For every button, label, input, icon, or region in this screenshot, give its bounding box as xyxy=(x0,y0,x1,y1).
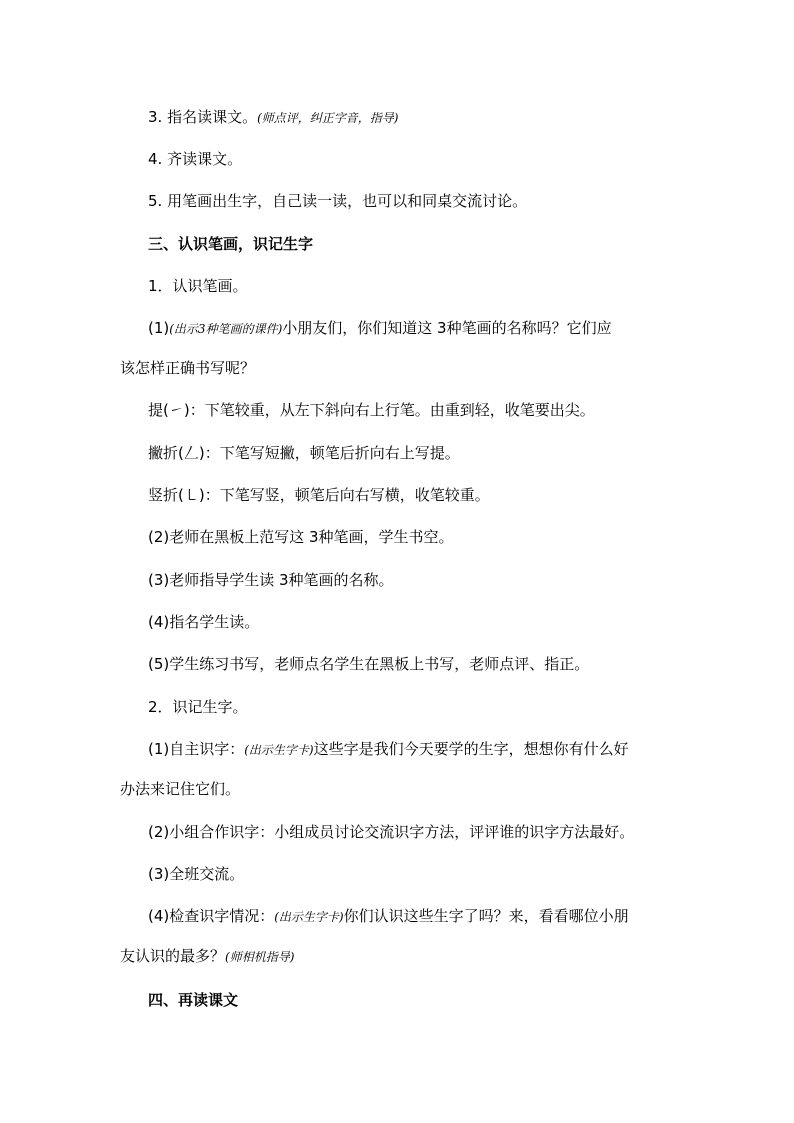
teacher-note: (师点评，纠正字音，指导) xyxy=(257,111,399,125)
line-text: (3)老师指导学生读 3种笔画的名称。 xyxy=(148,571,394,589)
line-text: 竖折(㇄)：下笔写竖，顿笔后向右写横，收笔较重。 xyxy=(148,486,490,504)
heading-text: 四、再读课文 xyxy=(148,991,239,1009)
teacher-note: (师相机指导) xyxy=(225,950,295,964)
text-line xyxy=(148,443,460,463)
heading-text: 三、认识笔画，识记生字 xyxy=(148,235,314,253)
text-line xyxy=(120,946,294,967)
line-text: (3)全班交流。 xyxy=(148,865,245,883)
section-heading xyxy=(148,990,238,1010)
line-text: 1．认识笔画。 xyxy=(148,277,248,295)
teacher-note: (出示生字卡) xyxy=(244,743,314,757)
text-line xyxy=(148,906,629,927)
line-text: 你们认识这些生字了吗？来，看看哪位小朋 xyxy=(343,907,629,925)
text-line xyxy=(148,400,595,420)
line-text: 小朋友们，你们知道这 3种笔画的名称吗？它们应 xyxy=(282,319,612,337)
teacher-note: (出示3种笔画的课件) xyxy=(169,322,283,336)
text-line xyxy=(148,527,454,547)
line-text: 提(㇀)：下笔较重，从左下斜向右上行笔。由重到轻，收笔要出尖。 xyxy=(148,401,595,419)
section-heading xyxy=(148,234,313,254)
text-line xyxy=(120,358,255,378)
line-text: 这些字是我们今天要学的生字，想想你有什么好 xyxy=(313,740,629,758)
line-text: (5)学生练习书写，老师点名学生在黑板上书写，老师点评、指正。 xyxy=(148,655,590,673)
text-line xyxy=(120,779,240,799)
line-text: (4)检查识字情况： xyxy=(148,907,275,925)
line-text: 友认识的最多？ xyxy=(120,947,226,965)
line-text: (1)自主识字： xyxy=(148,740,245,758)
line-text: 4. 齐读课文。 xyxy=(148,150,243,168)
line-text: 3. 指名读课文。 xyxy=(148,108,258,126)
text-line xyxy=(148,107,398,128)
text-line xyxy=(148,822,634,842)
text-line xyxy=(148,654,589,674)
teacher-note: (出示生字卡) xyxy=(274,910,344,924)
line-text: 办法来记住它们。 xyxy=(120,780,241,798)
line-text: (1) xyxy=(148,319,170,337)
line-text: (4)指名学生读。 xyxy=(148,613,260,631)
text-line xyxy=(148,485,490,505)
text-line xyxy=(148,612,259,632)
line-text: (2)老师在黑板上范写这 3种笔画，学生书空。 xyxy=(148,528,454,546)
text-line xyxy=(148,276,248,296)
text-line xyxy=(148,191,527,211)
text-line xyxy=(148,739,629,760)
text-line xyxy=(148,864,244,884)
text-line xyxy=(148,318,612,339)
text-line xyxy=(148,697,248,717)
line-text: 该怎样正确书写呢？ xyxy=(120,359,256,377)
line-text: (2)小组合作识字：小组成员讨论交流识字方法，评评谁的识字方法最好。 xyxy=(148,823,635,841)
text-line xyxy=(148,149,242,169)
line-text: 5. 用笔画出生字，自己读一读，也可以和同桌交流讨论。 xyxy=(148,192,528,210)
text-line xyxy=(148,570,394,590)
line-text: 撇折(𠃋)：下笔写短撇，顿笔后折向右上写提。 xyxy=(148,444,460,462)
line-text: 2．识记生字。 xyxy=(148,698,248,716)
